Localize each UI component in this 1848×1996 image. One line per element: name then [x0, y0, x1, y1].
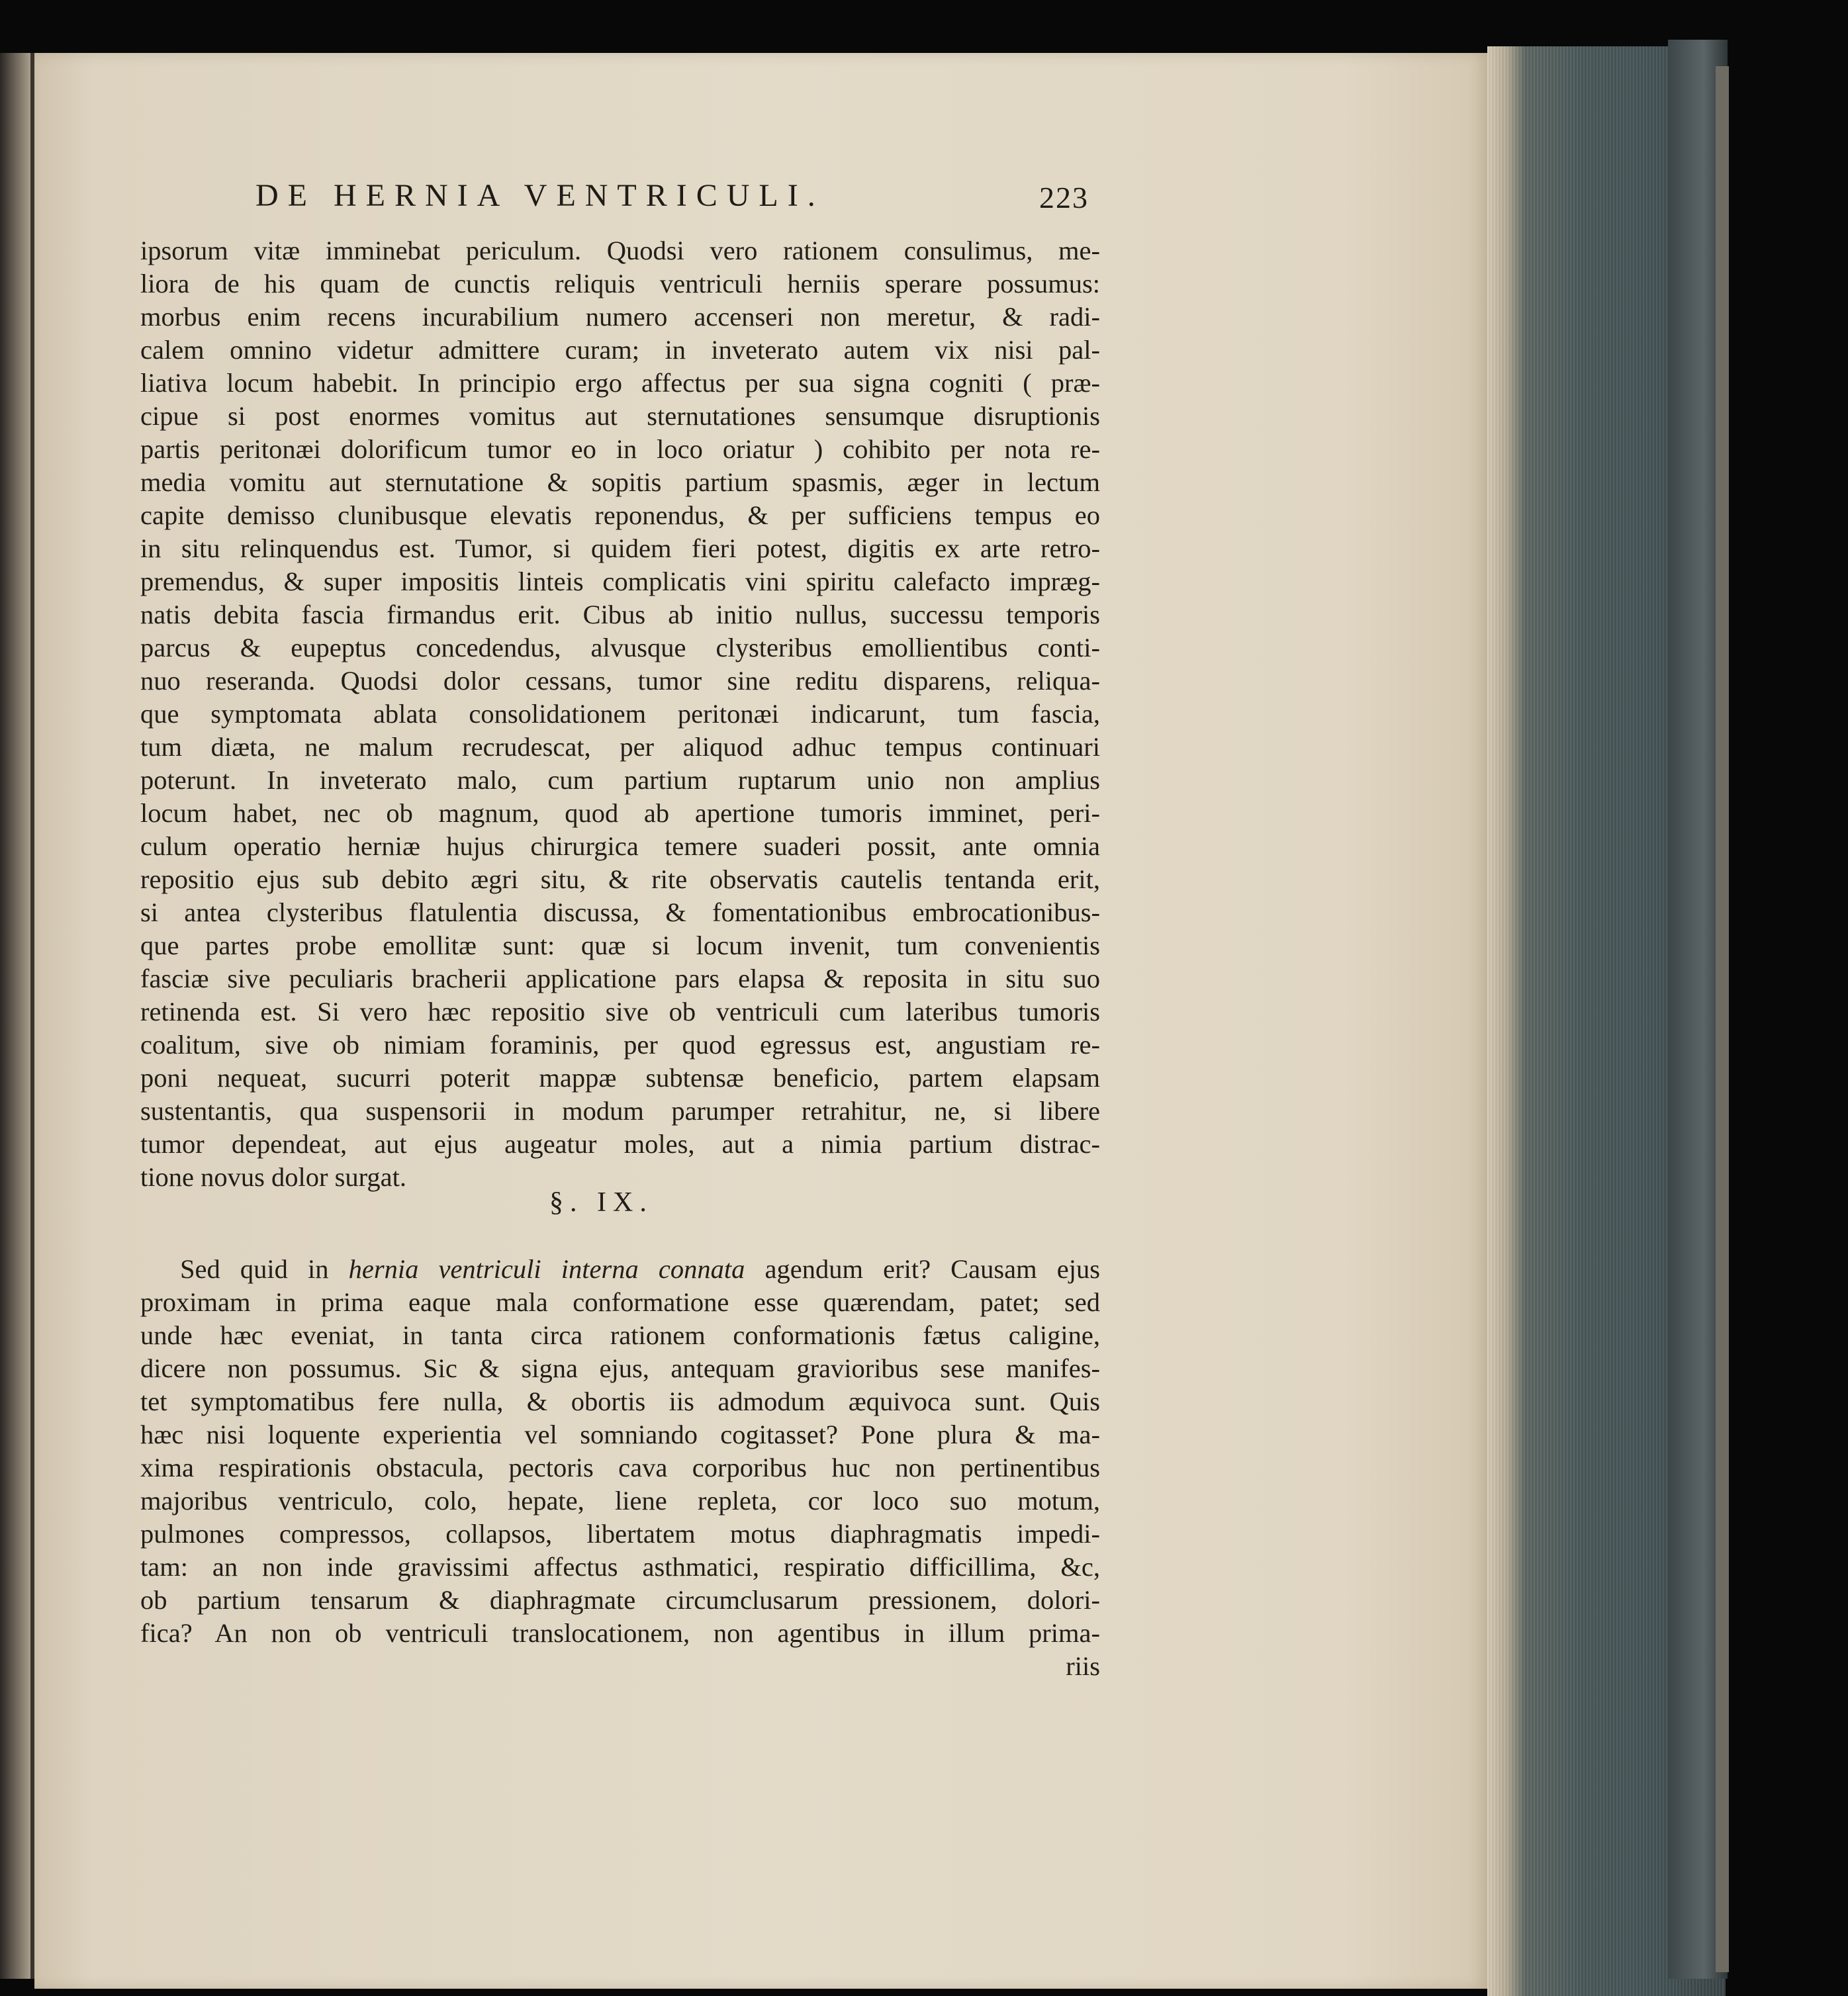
- catchword: riis: [1066, 1651, 1100, 1681]
- text-line: majoribus ventriculo, colo, hepate, liene repleta, cor loco suo motum,: [140, 1486, 1100, 1516]
- text-line: cipue si post enormes vomitus aut sternutationes sensumque disruptionis: [140, 401, 1100, 431]
- paragraph-2: [140, 1253, 1100, 1683]
- running-head: DE HERNIA VENTRICULI.: [255, 178, 825, 213]
- text-line: tumor dependeat, aut ejus augeatur moles, aut a nimia partium distrac-: [140, 1129, 1100, 1159]
- text-run: agendum erit? Causam ejus: [745, 1254, 1101, 1284]
- text-line: si antea clysteribus flatulentia discussa, & fomentationibus embrocationibus-: [140, 897, 1100, 927]
- text-line: coalitum, sive ob nimiam foraminis, per quod egressus est, angustiam re-: [140, 1030, 1100, 1060]
- text-line: hæc nisi loquente experientia vel somniando cogitasset? Pone plura & ma-: [140, 1420, 1100, 1449]
- text-line: morbus enim recens incurabilium numero accenseri non meretur, & radi-: [140, 302, 1100, 332]
- text-line: poni nequeat, sucurri poterit mappæ subtensæ beneficio, partem elapsam: [140, 1063, 1100, 1093]
- text-line: que partes probe emollitæ sunt: quæ si locum invenit, tum convenientis: [140, 930, 1100, 960]
- text-line: dicere non possumus. Sic & signa ejus, antequam gravioribus sese manifes-: [140, 1353, 1100, 1383]
- text-line: media vomitu aut sternutatione & sopitis partium spasmis, æger in lectum: [140, 467, 1100, 497]
- text-line: fica? An non ob ventriculi translocationem, non agentibus in illum prima-: [140, 1618, 1100, 1648]
- text-line: locum habet, nec ob magnum, quod ab apertione tumoris imminet, peri-: [140, 798, 1100, 828]
- text-line: repositio ejus sub debito ægri situ, & rite observatis cautelis tentanda erit,: [140, 864, 1100, 894]
- section-heading: §. IX.: [549, 1187, 653, 1218]
- text-line: tet symptomatibus fere nulla, & obortis iis admodum æquivoca sunt. Quis: [140, 1386, 1100, 1416]
- text-line: tum diæta, ne malum recrudescat, per aliquod adhuc tempus continuari: [140, 732, 1100, 762]
- text-line: poterunt. In inveterato malo, cum partium ruptarum unio non amplius: [140, 765, 1100, 795]
- paragraph-1: [140, 234, 1100, 1194]
- text-line: calem omnino videtur admittere curam; in inveterato autem vix nisi pal-: [140, 335, 1100, 365]
- text-line-first: [140, 1253, 1100, 1286]
- text-line: unde hæc eveniat, in tanta circa rationem conformationis fætus caligine,: [140, 1320, 1100, 1350]
- text-line: nuo reseranda. Quodsi dolor cessans, tumor sine reditu disparens, reliqua-: [140, 666, 1100, 696]
- text-line: sustentantis, qua suspensorii in modum parumper retrahitur, ne, si libere: [140, 1096, 1100, 1126]
- text-line: ipsorum vitæ imminebat periculum. Quodsi vero rationem consulimus, me-: [140, 236, 1100, 265]
- text-line: retinenda est. Si vero hæc repositio sive ob ventriculi cum lateribus tumoris: [140, 997, 1100, 1026]
- text-run: Sed quid in: [180, 1254, 349, 1284]
- text-line: liora de his quam de cunctis reliquis ventriculi herniis sperare possumus:: [140, 269, 1100, 298]
- text-line: liativa locum habebit. In principio ergo affectus per sua signa cogniti ( præ-: [140, 368, 1100, 398]
- text-line: que symptomata ablata consolidationem peritonæi indicarunt, tum fascia,: [140, 699, 1100, 729]
- text-line: proximam in prima eaque mala conformatione esse quærendam, patet; sed: [140, 1287, 1100, 1317]
- page-number: 223: [1039, 181, 1089, 214]
- text-line: fasciæ sive peculiaris bracherii applicatione pars elapsa & reposita in situ suo: [140, 964, 1100, 993]
- text-line: tam: an non inde gravissimi affectus asthmatici, respiratio difficillima, &c,: [140, 1552, 1100, 1582]
- text-line: tione novus dolor surgat.: [140, 1162, 406, 1192]
- text-line: pulmones compressos, collapsos, libertatem motus diaphragmatis impedi-: [140, 1519, 1100, 1549]
- italic-term: hernia ventriculi interna connata: [348, 1254, 745, 1284]
- text-line: natis debita fascia firmandus erit. Cibus ab initio nullus, successu temporis: [140, 600, 1100, 629]
- text-line: capite demisso clunibusque elevatis reponendus, & per sufficiens tempus eo: [140, 500, 1100, 530]
- text-line: partis peritonæi dolorificum tumor eo in loco oriatur ) cohibito per nota re-: [140, 434, 1100, 464]
- text-line: xima respirationis obstacula, pectoris cava corporibus huc non pertinentibus: [140, 1453, 1100, 1482]
- facing-page-edge: [0, 53, 34, 1979]
- text-line: culum operatio herniæ hujus chirurgica temere suaderi possit, ante omnia: [140, 831, 1100, 861]
- book-cover-edge: [1716, 66, 1729, 1972]
- text-line: parcus & eupeptus concedendus, alvusque clysteribus emollientibus conti-: [140, 633, 1100, 662]
- text-line: ob partium tensarum & diaphragmate circumclusarum pressionem, dolori-: [140, 1585, 1100, 1615]
- text-line: in situ relinquendus est. Tumor, si quidem fieri potest, digitis ex arte retro-: [140, 533, 1100, 563]
- text-line: premendus, & super impositis linteis complicatis vini spiritu calefacto impræg-: [140, 567, 1100, 596]
